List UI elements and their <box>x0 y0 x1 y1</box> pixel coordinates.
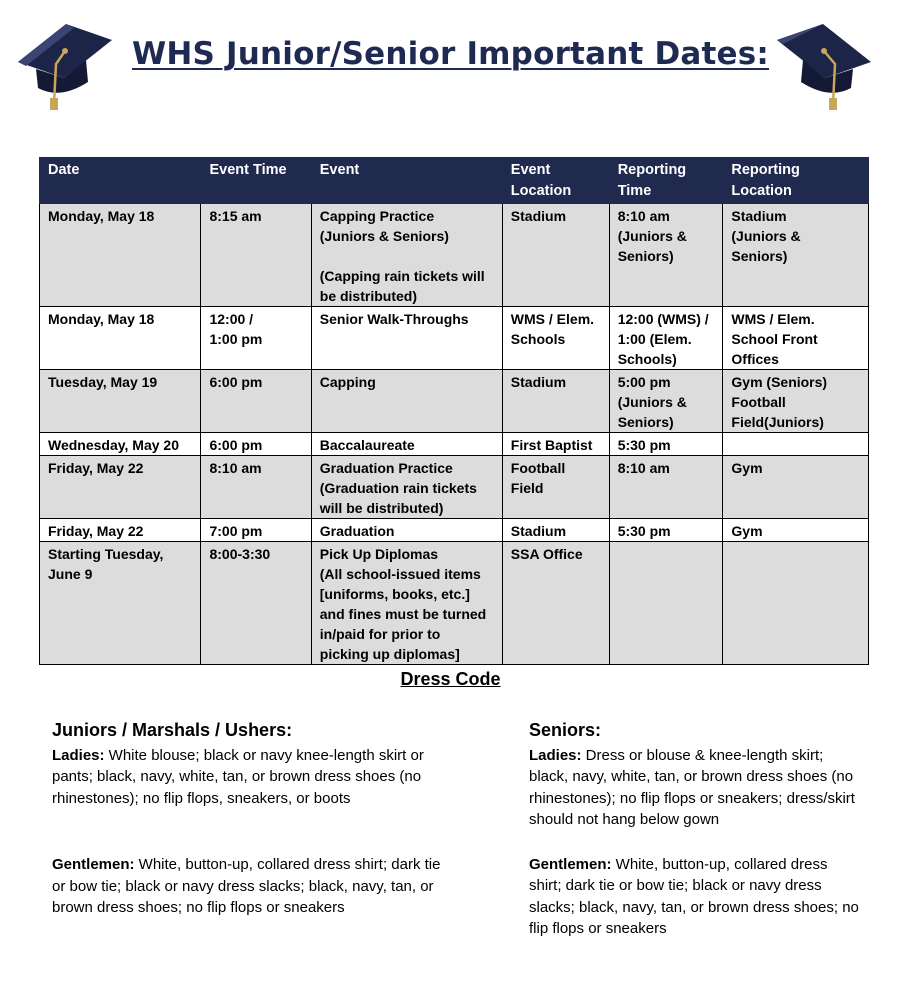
table-cell: 5:30 pm <box>609 519 723 542</box>
table-cell: Gym <box>723 519 869 542</box>
table-row <box>40 542 869 665</box>
seniors-heading: Seniors: <box>529 720 602 740</box>
table-cell: 8:00-3:30 <box>201 542 311 665</box>
table-cell: Wednesday, May 20 <box>40 433 201 456</box>
gentlemen-label: Gentlemen: <box>52 856 135 873</box>
table-cell: 6:00 pm <box>201 433 311 456</box>
table-cell: First Baptist <box>502 433 609 456</box>
column-header-reporting-time: Reporting Time <box>609 158 723 204</box>
table-header-row <box>40 158 869 204</box>
table-cell: 6:00 pm <box>201 370 311 433</box>
table-row <box>40 307 869 370</box>
table-cell: 12:00 (WMS) / 1:00 (Elem. Schools) <box>609 307 723 370</box>
table-cell: Tuesday, May 19 <box>40 370 201 433</box>
table-cell: Pick Up Diplomas (All school-issued items [uniforms, books, etc.] and fines must be turned in/paid for prior to picking up diplomas] <box>311 542 502 665</box>
table-cell: 8:15 am <box>201 204 311 307</box>
column-header-date: Date <box>40 158 201 204</box>
table-cell <box>723 542 869 665</box>
gentlemen-description: White, button-up, collared dress shirt; dark tie or bow tie; black or navy dress slacks; black, navy, tan, or brown dress shoes; no flip flops or sneakers <box>529 855 859 937</box>
table-cell: Capping Practice (Juniors & Seniors) (Capping rain tickets will be distributed) <box>311 204 502 307</box>
table-cell: Baccalaureate <box>311 433 502 456</box>
column-header-reporting-location: Reporting Location <box>723 158 869 204</box>
page-title-text: WHS Junior/Senior Important Dates: <box>131 36 770 72</box>
table-cell: Capping <box>311 370 502 433</box>
table-row <box>40 519 869 542</box>
table-cell: Stadium (Juniors & Seniors) <box>723 204 869 307</box>
seniors-gentlemen-text <box>529 854 859 940</box>
table-cell: Gym <box>723 456 869 519</box>
page-title <box>0 36 901 72</box>
table-cell: Stadium <box>502 519 609 542</box>
table-cell <box>609 542 723 665</box>
table-row <box>40 370 869 433</box>
table-cell: Monday, May 18 <box>40 204 201 307</box>
table-cell: 7:00 pm <box>201 519 311 542</box>
table-cell: Stadium <box>502 204 609 307</box>
table-cell: 8:10 am <box>201 456 311 519</box>
gentlemen-description: White, button-up, collared dress shirt; dark tie or bow tie; black or navy dress slacks; black, navy, tan, or brown dress shoes; no flip flops or sneakers <box>52 856 441 916</box>
table-cell: Gym (Seniors) Football Field(Juniors) <box>723 370 869 433</box>
column-header-event: Event <box>311 158 502 204</box>
table-cell: Stadium <box>502 370 609 433</box>
dress-code-title: Dress Code <box>400 669 501 689</box>
table-cell: Football Field <box>502 456 609 519</box>
table-cell: SSA Office <box>502 542 609 665</box>
table-cell: Monday, May 18 <box>40 307 201 370</box>
table-cell: WMS / Elem. School Front Offices <box>723 307 869 370</box>
table-row <box>40 456 869 519</box>
seniors-ladies-text <box>529 745 859 831</box>
table-cell: Graduation Practice (Graduation rain tickets will be distributed) <box>311 456 502 519</box>
juniors-heading: Juniors / Marshals / Ushers: <box>52 720 293 740</box>
table-row <box>40 433 869 456</box>
table-cell: Senior Walk-Throughs <box>311 307 502 370</box>
juniors-ladies-text <box>52 745 442 810</box>
gentlemen-label: Gentlemen: <box>529 855 612 873</box>
important-dates-table <box>39 157 869 665</box>
table-cell <box>723 433 869 456</box>
column-header-event-location: Event Location <box>502 158 609 204</box>
table-cell: Friday, May 22 <box>40 519 201 542</box>
column-header-event-time: Event Time <box>201 158 311 204</box>
table-cell: WMS / Elem. Schools <box>502 307 609 370</box>
ladies-description: Dress or blouse & knee-length skirt; black, navy, white, tan, or brown dress shoes (no rhinestones); no flip flops or sneakers; dress/skirt should not hang below gown <box>529 746 855 828</box>
table-cell: 5:30 pm <box>609 433 723 456</box>
ladies-description: White blouse; black or navy knee-length skirt or pants; black, navy, white, tan, or brown dress shoes (no rhinestones); no flip flops, sneakers, or boots <box>52 746 424 807</box>
table-cell: Starting Tuesday, June 9 <box>40 542 201 665</box>
juniors-gentlemen-text <box>52 854 442 919</box>
table-cell: 12:00 / 1:00 pm <box>201 307 311 370</box>
table-cell: 8:10 am (Juniors & Seniors) <box>609 204 723 307</box>
juniors-dress-code <box>52 720 442 919</box>
table-cell: Graduation <box>311 519 502 542</box>
ladies-label: Ladies: <box>52 746 105 764</box>
table-cell: 5:00 pm (Juniors & Seniors) <box>609 370 723 433</box>
seniors-dress-code <box>529 720 859 940</box>
ladies-label: Ladies: <box>529 746 582 764</box>
table-row <box>40 204 869 307</box>
table-cell: Friday, May 22 <box>40 456 201 519</box>
table-cell: 8:10 am <box>609 456 723 519</box>
